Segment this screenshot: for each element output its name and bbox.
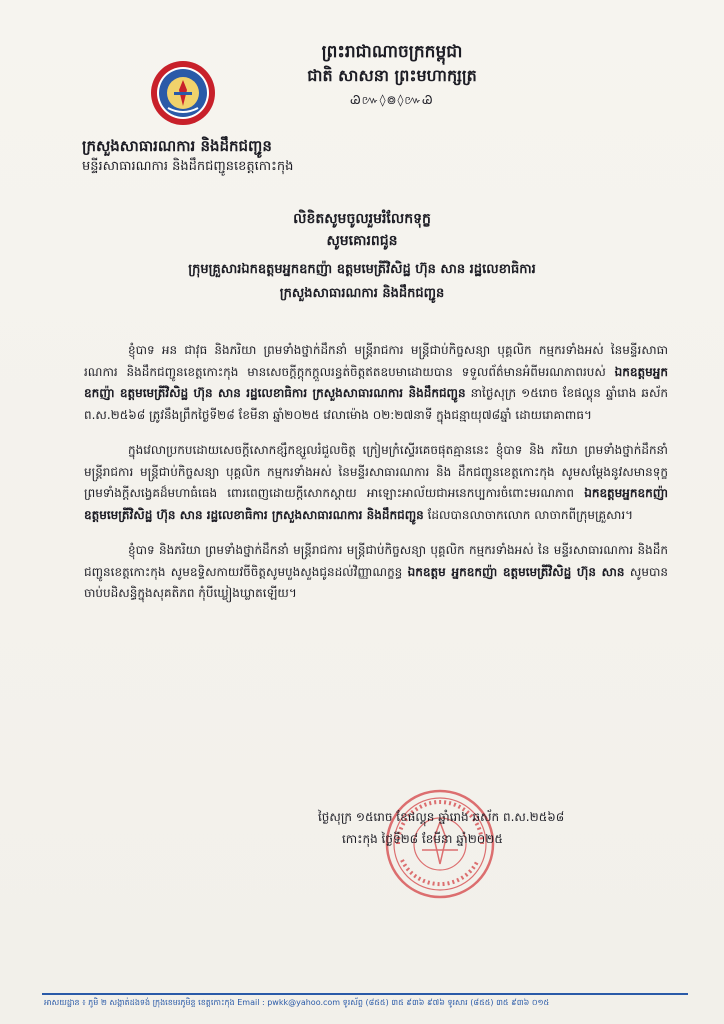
paragraph-2-bold: ឯកឧត្តមអ្នកឧកញ៉ា ឧត្តមមេត្រីវិសិដ្ឋ ហ៊ុន សាន រដ្ឋលេខាធិការ ក្រសួងសាធារណការ និងដឹកជញ្ជូន <box>84 486 668 522</box>
letter-title: លិខិតសូមចូលរួមរំលែកទុក្ខ <box>293 211 431 227</box>
paragraph-1 <box>84 340 668 426</box>
paragraph-1-text-b: នាថ្ងៃសុក្រ ១៥រោច ខែផល្គុន ឆ្នាំរោង ឆស័ក ព.ស.២៥៦៨ ត្រូវនឹងព្រឹកថ្ងៃទី២៨ ខែមីនា ឆ្នាំ២០២៥ វេលាម៉ោង ០២:២៧នាទី ក្នុងជន្មាយុ៧៨ឆ្នាំ ដោយរោគាពាធ។ <box>84 386 668 422</box>
letter-heading <box>60 208 664 306</box>
paragraph-3-text-b: សូមបានចាប់បដិសន្ធិក្នុងសុគតិភព កុំបីឃ្លៀងឃ្លាតឡើយ។ <box>84 564 668 600</box>
national-motto: ជាតិ សាសនា ព្រះមហាក្សត្រ <box>307 66 477 85</box>
paragraph-2 <box>84 440 668 526</box>
paragraph-3 <box>84 540 668 605</box>
paragraph-1-bold: ឯកឧត្តមអ្នកឧកញ៉ា ឧត្តមមេត្រីវិសិដ្ឋ ហ៊ុន សាន រដ្ឋលេខាធិការ ក្រសួងសាធារណការ និងដឹកជញ្ជូន <box>84 364 668 400</box>
signature-block <box>318 806 678 850</box>
recipient-line: ក្រុមគ្រួសារឯកឧត្តមអ្នកឧកញ៉ា ឧត្តមមេត្រីវិសិដ្ឋ ហ៊ុន សាន រដ្ឋលេខាធិការ <box>188 262 536 277</box>
paragraph-3-text-a: ខ្ញុំបាទ និងភរិយា ព្រមទាំងថ្នាក់ដឹកនាំ មន្ត្រីរាជការ មន្ត្រីជាប់កិច្ចសន្យា បុគ្គលិក កម្មករទាំងអស់ នៃ មន្ទីរសាធារណការ និងដឹកជញ្ជូនខេត្តកោះកុង សូមឧទ្ទិសកាយវចីចិត្តសូមបួងសួងជូនដល់វិញ្ញាណក្ខន្ធ <box>84 543 668 579</box>
recipient-ministry: ក្រសួងសាធារណការ និងដឹកជញ្ជូន <box>279 286 445 301</box>
ministry-seal-icon <box>150 60 216 126</box>
paragraph-1-text-a: ខ្ញុំបាទ អន ជាវុធ និងភរិយា ព្រមទាំងថ្នាក់ដឹកនាំ មន្ត្រីរាជការ មន្ត្រីជាប់កិច្ចសន្យា បុគ្គលិក កម្មករទាំងអស់ នៃមន្ទីរសាធារណការ និងដឹកជញ្ជូនខេត្តកោះកុង មានសេចក្តីក្តុកក្តួលរន្ធត់ចិត្តឥតឧបមាដោយបាន ទទួលព័ត៌មានអំពីមរណភាពរបស់ <box>84 343 668 379</box>
lunar-date: ថ្ងៃសុក្រ ១៥រោច ខែផល្គុន ឆ្នាំរោង ឆស័ក ព.ស.២៥៦៨ <box>318 810 565 824</box>
footer-address: អាសយដ្ឋាន ៖ ភូមិ ២ សង្កាត់ដងទង់ ក្រុងខេមរភូមិន្ទ ខេត្តកោះកុង Email : pwkk@yahoo.com ទូរស័ព្ទ (៨៥៥) ៣៥ ៩៣៦ ៩៧៦ ទូរសារ (៨៥៥) ៣៥ ៩៣៦ ០១៥ <box>44 998 550 1007</box>
ministry-name: ក្រសួងសាធារណការ និងដឹកជញ្ជូន <box>82 137 272 155</box>
paragraph-2-text-b: ដែលបានលាចាកលោក លាចាកពីក្រុមគ្រួសារ។ <box>427 507 634 522</box>
ministry-block <box>82 135 482 177</box>
letter-salutation: សូមគោរពជូន <box>326 233 398 249</box>
kingdom-title: ព្រះរាជាណាចក្រកម្ពុជា <box>321 42 463 62</box>
letter-body <box>84 340 668 619</box>
paragraph-2-text-a: ក្នុងវេលាប្រកបដោយសេចក្តីសោកខ្សឹកខ្សួលរំជួលចិត្ត ក្រៀមក្រំស្ទើរគេចផុតគ្មាននេះ ខ្ញុំបាទ និង ភរិយា ព្រមទាំងថ្នាក់ដឹកនាំ មន្ត្រីរាជការ មន្ត្រីជាប់កិច្ចសន្យា បុគ្គលិក កម្មករទាំងអស់ នៃមន្ទីរសាធារណការ និង ដឹកជញ្ជូនខេត្តកោះកុង សូមសម្តែងនូវសមានទុក្ខ ព្រមទាំងក្តីសង្វេគដ៏មហាធំធេង ពោរពេញដោយក្តីសោកស្តាយ អាឡោះអាល័យជាអនេកប្បការចំពោះមរណភាព <box>84 443 668 500</box>
footer-divider <box>42 993 688 995</box>
department-name: មន្ទីរសាធារណការ និងដឹកជញ្ជូនខេត្តកោះកុង <box>82 159 294 174</box>
kingdom-header <box>262 40 522 112</box>
place-and-date: កោះកុង ថ្ងៃទី២៨ ខែមីនា ឆ្នាំ២០២៥ <box>342 832 503 846</box>
header-ornament: Ꮚ៚◊៙◊៚Ꮚ <box>350 93 434 107</box>
paragraph-3-bold: ឯកឧត្តម អ្នកឧកញ៉ា ឧត្តមមេត្រីវិសិដ្ឋ ហ៊ុន សាន <box>407 564 625 579</box>
